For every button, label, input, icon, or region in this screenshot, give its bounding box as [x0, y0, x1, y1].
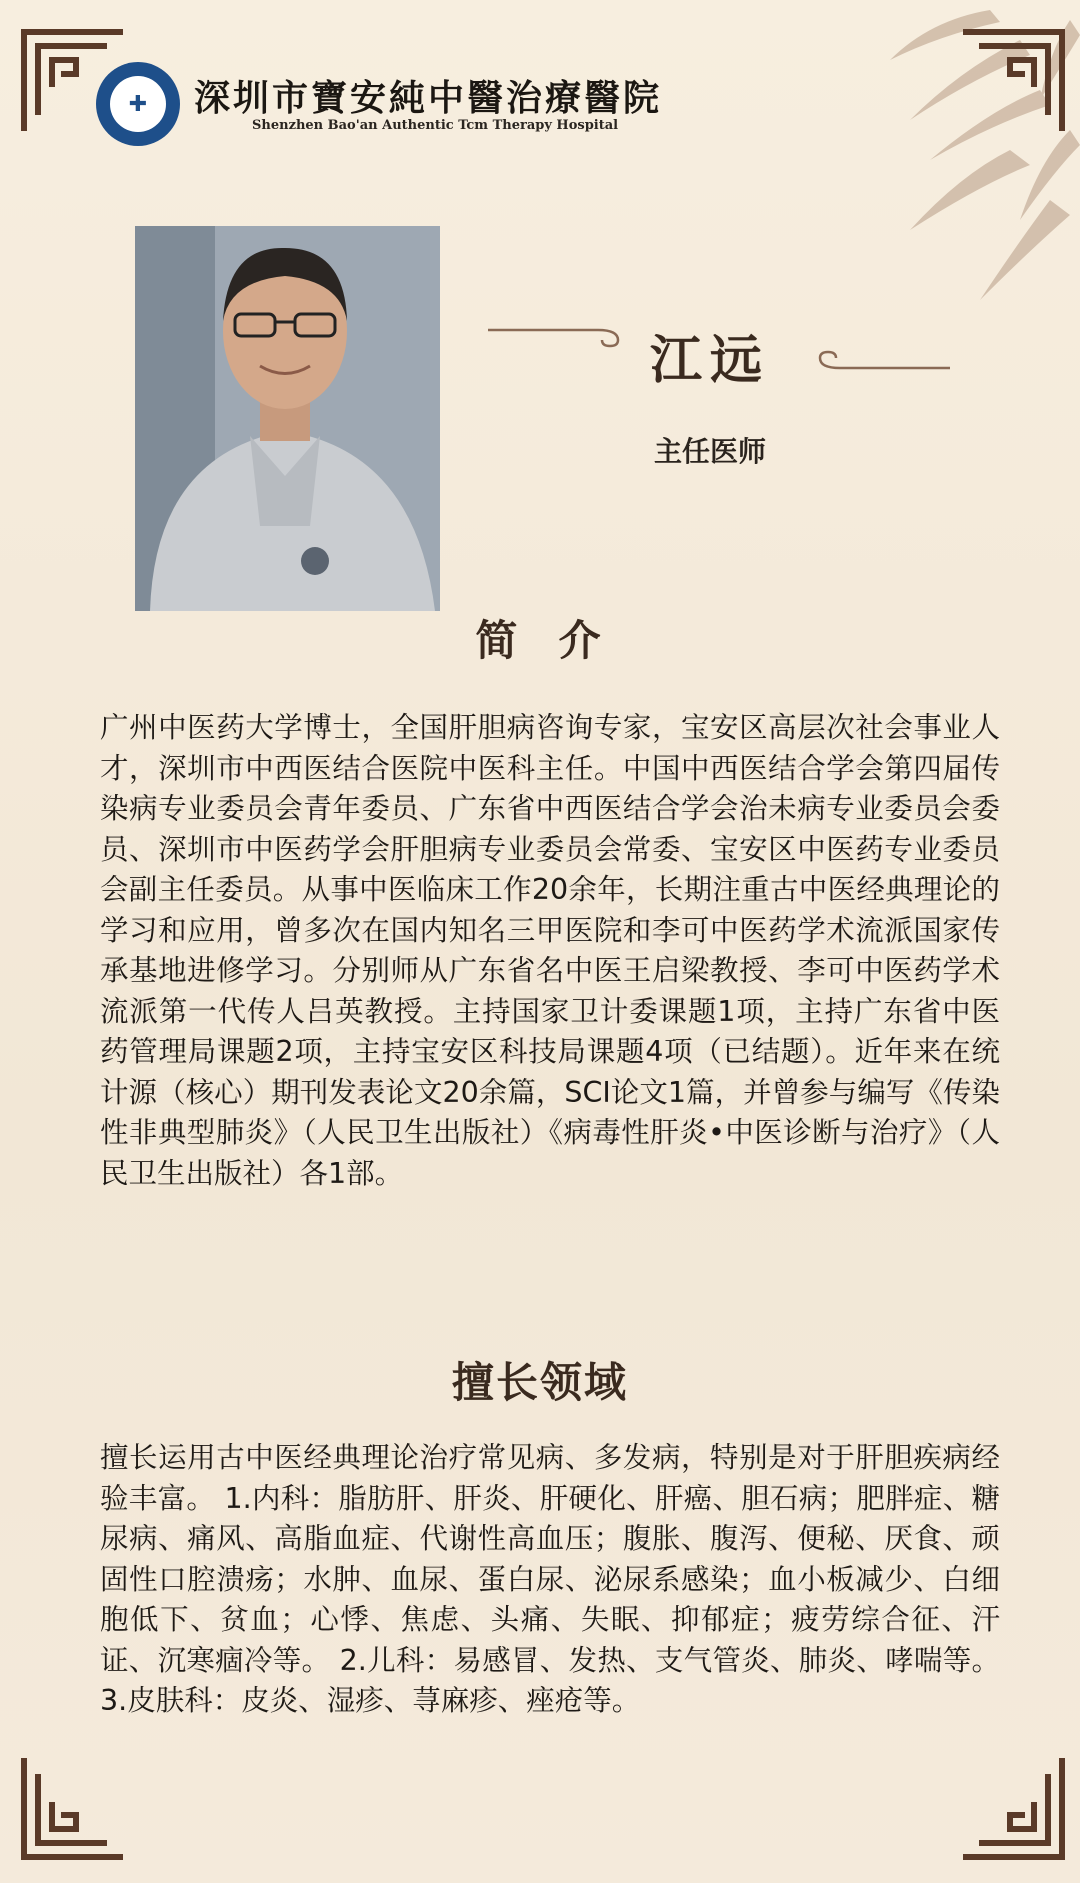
specialty-text: 擅长运用古中医经典理论治疗常见病、多发病，特别是对于肝胆疾病经验丰富。 1.内科：脂肪肝、肝炎、肝硬化、肝癌、胆石病；肥胖症、糖尿病、痛风、高脂血症、代谢性高血压；腹胀、腹泻、便秘、厌食、顽固性口腔溃疡；水肿、血尿、蛋白尿、泌尿系感染；血小板减少、白细胞低下、贫血；心悸、焦虑、头痛、失眠、抑郁症；疲劳综合征、汗证、沉寒痼冷等。 2.儿科：易感冒、发热、支气管炎、肺炎、哮喘等。 3.皮肤科：皮炎、湿疹、荨麻疹、痤疮等。: [100, 1441, 1000, 1717]
intro-heading: 简 介: [475, 616, 605, 665]
corner-ornament-top-right: [960, 24, 1070, 134]
hospital-logo: [96, 62, 180, 146]
intro-text: 广州中医药大学博士，全国肝胆病咨询专家，宝安区高层次社会事业人才，深圳市中西医结合医院中医科主任。中国中西医结合学会第四届传染病专业委员会青年委员、广东省中西医结合学会治未病专业委员会委员、深圳市中医药学会肝胆病专业委员会常委、宝安区中医药专业委员会副主任委员。从事中医临床工作20余年，长期注重古中医经典理论的学习和应用，曾多次在国内知名三甲医院和李可中医药学术流派国家传承基地进修学习。分别师从广东省名中医王启梁教授、李可中医药学术流派第一代传人吕英教授。主持国家卫计委课题1项，主持广东省中医药管理局课题2项，主持宝安区科技局课题4项（已结题）。近年来在统计源（核心）期刊发表论文20余篇，SCI论文1篇，并曾参与编写《传染性非典型肺炎》（人民卫生出版社）《病毒性肝炎•中医诊断与治疗》（人民卫生出版社）各1部。: [100, 711, 1000, 1190]
hospital-name-en: Shenzhen Bao'an Authentic Tcm Therapy Hospital: [252, 118, 619, 133]
doctor-title: 主任医师: [653, 435, 766, 468]
corner-ornament-bottom-left: [16, 1755, 126, 1865]
cloud-ornament-right: [800, 350, 950, 380]
doctor-name: 江远: [649, 330, 770, 391]
hospital-name-cn: 深圳市寶安純中醫治療醫院: [194, 77, 663, 119]
specialty-heading: 擅长领域: [451, 1358, 628, 1407]
cross-icon: ✚: [110, 76, 166, 132]
corner-ornament-bottom-right: [960, 1755, 1070, 1865]
doctor-photo: [135, 226, 440, 611]
